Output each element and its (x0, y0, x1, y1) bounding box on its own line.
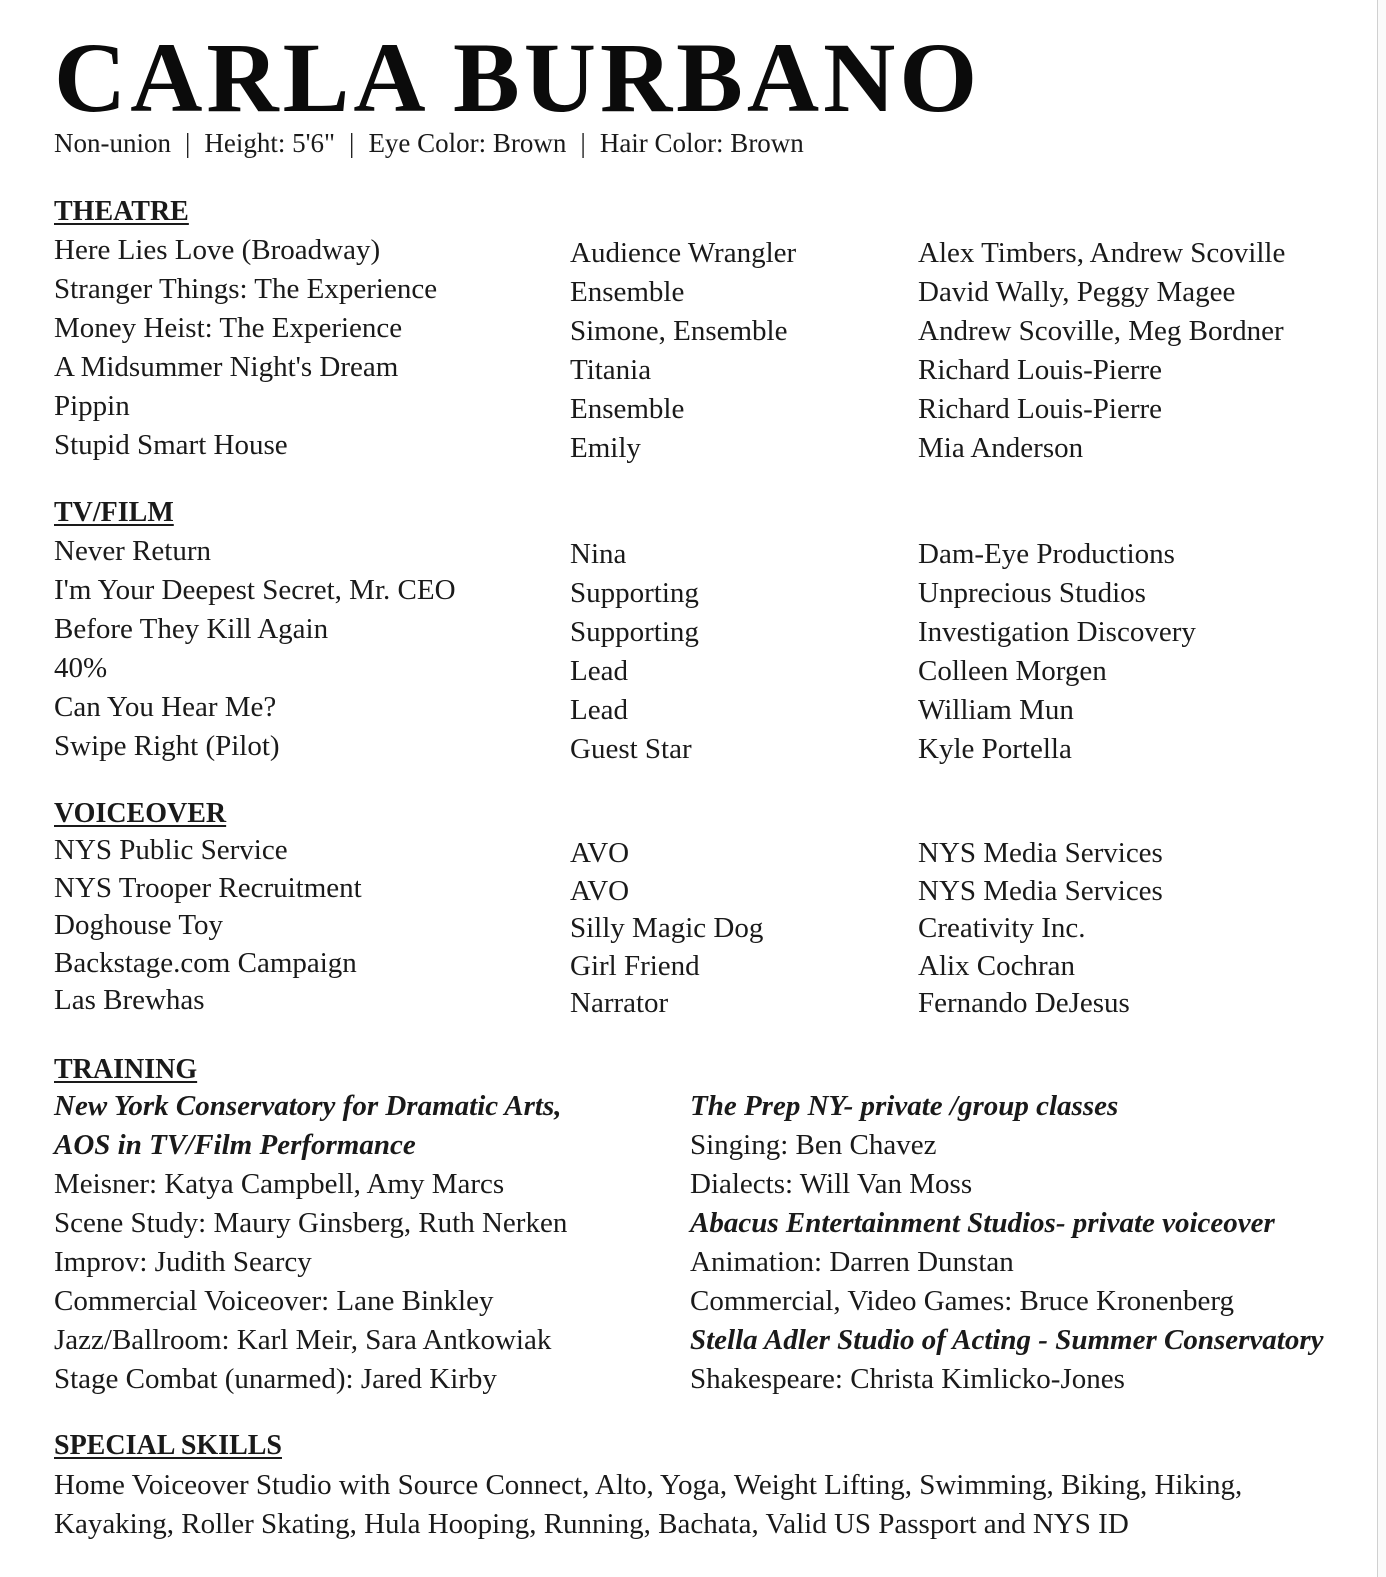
credit-director: Mia Anderson (918, 432, 1084, 464)
training-heading: TRAINING (54, 1054, 198, 1085)
credit-director: David Wally, Peggy Magee (918, 276, 1236, 308)
tvfilm-heading: TV/FILM (54, 497, 174, 528)
credit-role: Simone, Ensemble (570, 315, 788, 347)
credit-title: Las Brewhas (54, 984, 205, 1016)
credit-role: Girl Friend (570, 949, 700, 982)
credit-row (54, 234, 1344, 273)
credit-row (54, 872, 1344, 910)
credit-client: Alix Cochran (918, 949, 1076, 982)
skills-line: Home Voiceover Studio with Source Connect, Alto, Yoga, Weight Lifting, Swimming, Biking, Hiking, (54, 1469, 1243, 1501)
credit-role: Narrator (570, 987, 669, 1019)
credit-director: Richard Louis-Pierre (918, 393, 1163, 425)
credit-row (54, 574, 1344, 613)
credit-role: Ensemble (570, 276, 685, 308)
theatre-heading: THEATRE (54, 196, 189, 227)
credit-director: Alex Timbers, Andrew Scoville (918, 237, 1286, 269)
credit-company: Dam-Eye Productions (918, 538, 1175, 570)
separator: | (349, 128, 355, 158)
training-item: Stage Combat (unarmed): Jared Kirby (54, 1363, 497, 1395)
credit-row (54, 652, 1344, 691)
credit-title: Money Heist: The Experience (54, 312, 403, 344)
credit-director: Andrew Scoville, Meg Bordner (918, 315, 1284, 347)
hair-color: Hair Color: Brown (599, 128, 804, 158)
actor-name: CARLA BURBANO (54, 22, 982, 133)
credit-role: Lead (570, 694, 628, 726)
separator: | (580, 128, 586, 158)
theatre-credits (54, 234, 1344, 468)
school-name: Abacus Entertainment Studios- private voiceover (690, 1207, 1275, 1239)
training-item: Shakespeare: Christa Kimlicko-Jones (690, 1363, 1125, 1395)
credit-title: 40% (54, 652, 108, 684)
credit-company: Unprecious Studios (918, 577, 1146, 609)
credit-role: Silly Magic Dog (570, 912, 764, 944)
voiceover-heading: VOICEOVER (54, 798, 227, 829)
credit-role: Ensemble (570, 393, 685, 425)
credit-client: Creativity Inc. (918, 912, 1086, 944)
tvfilm-credits (54, 535, 1344, 769)
school-name: Stella Adler Studio of Acting - Summer Conservatory (690, 1324, 1324, 1356)
actor-stats (54, 128, 804, 159)
credit-role: Lead (570, 655, 628, 687)
credit-company: Kyle Portella (918, 733, 1072, 765)
eye-color: Eye Color: Brown (368, 128, 567, 158)
school-degree: AOS in TV/Film Performance (54, 1129, 416, 1161)
training-item: Scene Study: Maury Ginsberg, Ruth Nerken (54, 1207, 568, 1239)
credit-title: Doghouse Toy (54, 909, 224, 941)
credit-title: Pippin (54, 390, 130, 422)
credit-row (54, 429, 1344, 468)
credit-row (54, 312, 1344, 351)
credit-company: Colleen Morgen (918, 655, 1107, 687)
credit-role: Audience Wrangler (570, 237, 797, 269)
credit-row (54, 351, 1344, 390)
credit-role: Nina (570, 538, 627, 570)
credit-title: NYS Public Service (54, 834, 288, 866)
credit-row (54, 273, 1344, 312)
school-name: The Prep NY- private /group classes (690, 1090, 1119, 1122)
credit-title: Swipe Right (Pilot) (54, 730, 280, 762)
credit-title: Stupid Smart House (54, 429, 288, 461)
school-name: New York Conservatory for Dramatic Arts, (54, 1090, 562, 1122)
credit-company: William Mun (918, 694, 1074, 726)
training-item: Animation: Darren Dunstan (690, 1246, 1014, 1278)
training-column-right (690, 1090, 1324, 1402)
credit-client: NYS Media Services (918, 874, 1163, 907)
skills-text (54, 1466, 1344, 1544)
credit-row (54, 909, 1344, 947)
training-item: Commercial Voiceover: Lane Binkley (54, 1285, 494, 1317)
credit-client: Fernando DeJesus (918, 987, 1130, 1019)
training-column-left (54, 1090, 567, 1402)
credit-client: NYS Media Services (918, 837, 1163, 869)
skills-line: Kayaking, Roller Skating, Hula Hooping, Running, Bachata, Valid US Passport and NYS ID (54, 1508, 1129, 1540)
credit-title: Before They Kill Again (54, 613, 329, 645)
credit-row (54, 947, 1344, 985)
voiceover-credits (54, 834, 1344, 1022)
separator: | (185, 128, 191, 158)
credit-role: Emily (570, 432, 641, 464)
credit-title: NYS Trooper Recruitment (54, 871, 362, 904)
credit-company: Investigation Discovery (918, 616, 1196, 648)
training-item: Jazz/Ballroom: Karl Meir, Sara Antkowiak (54, 1324, 552, 1356)
credit-row (54, 535, 1344, 574)
credit-title: Can You Hear Me? (54, 691, 277, 723)
credit-title: A Midsummer Night's Dream (54, 351, 399, 383)
page-edge (1377, 0, 1386, 1577)
credit-title: Here Lies Love (Broadway) (54, 234, 381, 266)
credit-row (54, 390, 1344, 429)
skills-heading: SPECIAL SKILLS (54, 1430, 282, 1461)
credit-role: Supporting (570, 577, 699, 609)
credit-role: AVO (570, 874, 630, 907)
union-status: Non-union (54, 128, 171, 158)
training-item: Commercial, Video Games: Bruce Kronenberg (690, 1285, 1235, 1317)
training-item: Dialects: Will Van Moss (690, 1168, 973, 1200)
credit-role: Titania (570, 354, 652, 386)
credit-row (54, 834, 1344, 872)
credit-row (54, 984, 1344, 1022)
credit-role: AVO (570, 837, 630, 869)
training-item: Meisner: Katya Campbell, Amy Marcs (54, 1168, 505, 1200)
credit-title: Never Return (54, 535, 212, 567)
credit-director: Richard Louis-Pierre (918, 354, 1163, 386)
credit-row (54, 613, 1344, 652)
training-item: Improv: Judith Searcy (54, 1246, 312, 1278)
training-item: Singing: Ben Chavez (690, 1129, 937, 1161)
height: Height: 5'6" (204, 128, 336, 158)
credit-row (54, 691, 1344, 730)
credit-role: Guest Star (570, 733, 692, 765)
credit-role: Supporting (570, 616, 699, 648)
credit-title: Stranger Things: The Experience (54, 273, 438, 305)
credit-title: Backstage.com Campaign (54, 946, 357, 979)
credit-row (54, 730, 1344, 769)
credit-title: I'm Your Deepest Secret, Mr. CEO (54, 574, 456, 606)
